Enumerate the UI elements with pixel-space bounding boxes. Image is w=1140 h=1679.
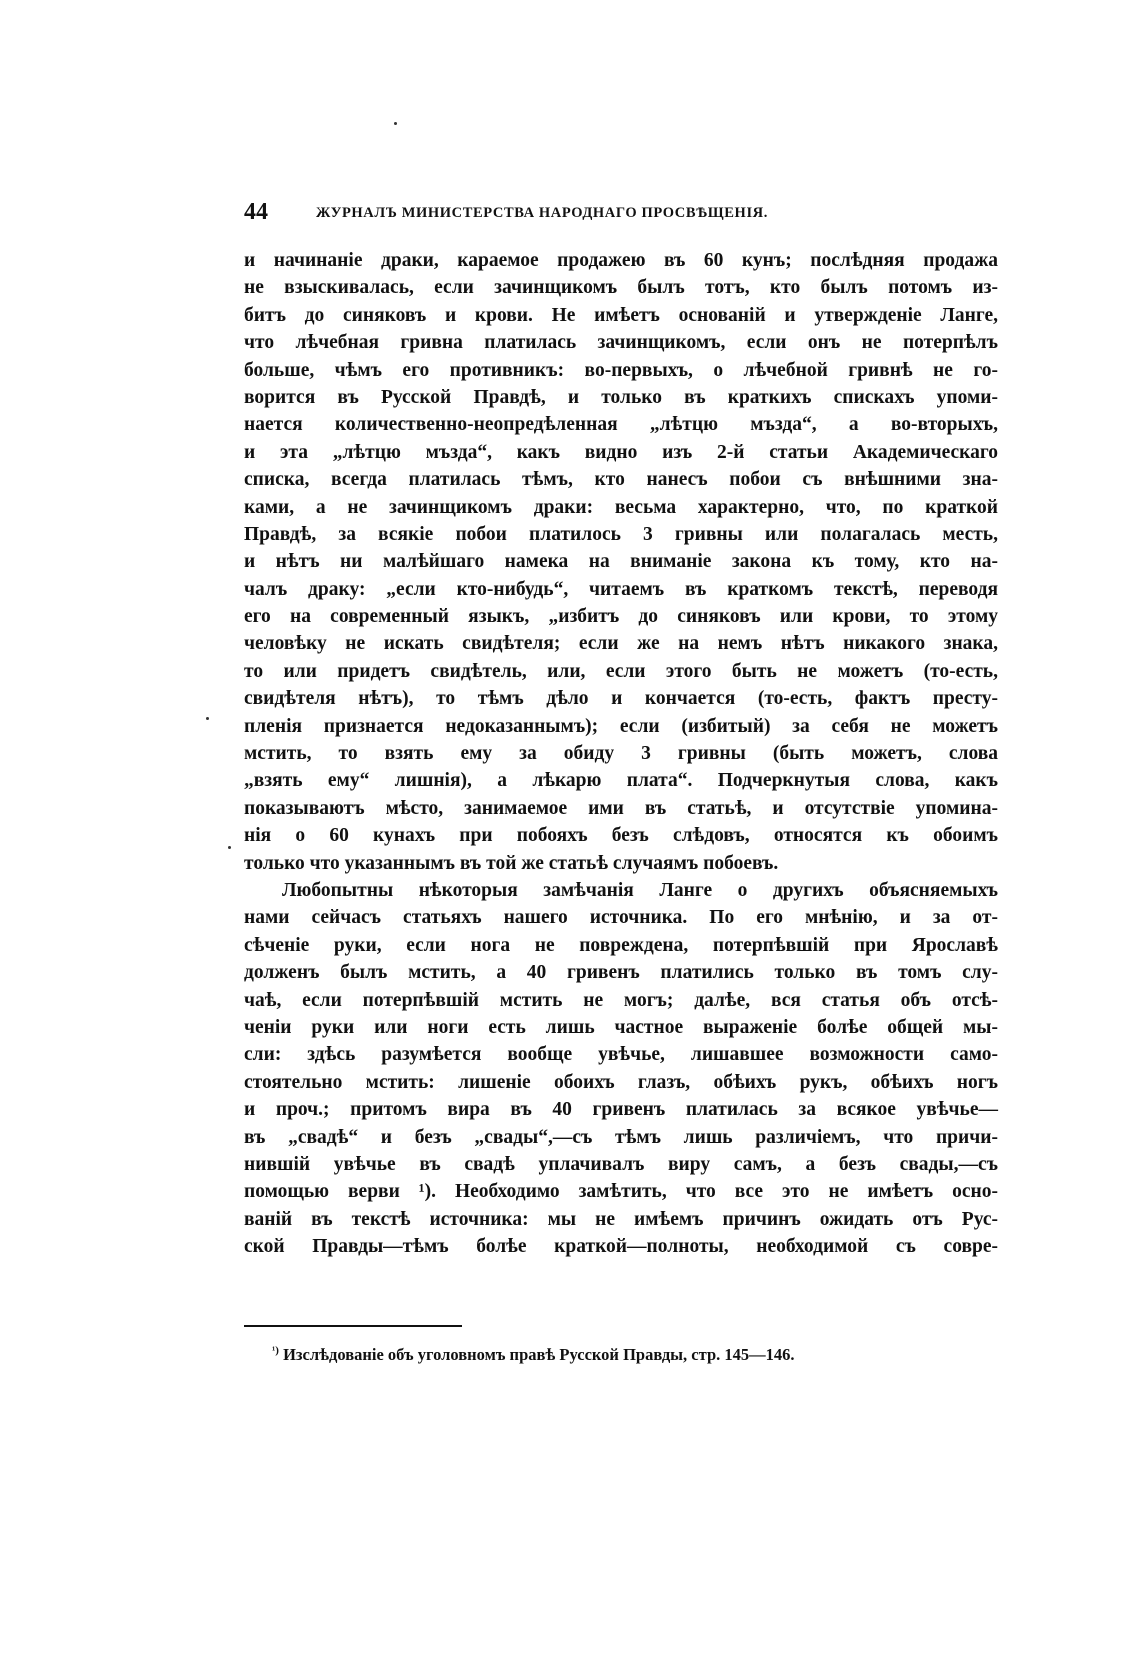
text-line: нія о 60 кунахъ при побояхъ безъ слѣдовъ, относятся къ обоимъ (244, 825, 998, 847)
text-line: битъ до синяковъ и крови. Не имѣетъ основаній и утвержденіе Ланге, (244, 304, 998, 326)
text-line: не взыскивалась, если зачинщикомъ былъ тотъ, кто былъ потомъ из- (244, 277, 998, 299)
footnote-text: Изслѣдованіе объ уголовномъ правѣ Русской Правды, стр. 145—146. (283, 1345, 795, 1364)
text-line: долженъ былъ мстить, а 40 гривенъ платились только въ томъ слу- (244, 962, 998, 984)
text-line: нившій увѣчье въ свадѣ уплачивалъ виру самъ, а безъ свады,—съ (244, 1153, 998, 1175)
running-head: ЖУРНАЛЪ МИНИСТЕРСТВА НАРОДНАГО ПРОСВѢЩЕНІЯ. (316, 205, 768, 221)
text-line: ками, а не зачинщикомъ драки: весьма характерно, что, по краткой (244, 496, 998, 518)
text-line: нами сейчасъ статьяхъ нашего источника. По его мнѣнію, и за от- (244, 907, 998, 929)
footnote (272, 1344, 795, 1366)
text-line: пленія признается недоказаннымъ); если (избитый) за себя не можетъ (244, 715, 998, 737)
text-line: его на современный языкъ, „избитъ до синяковъ или крови, то этому (244, 606, 998, 628)
text-line: „взять ему“ лишнія), а лѣкарю плата“. Подчеркнутыя слова, какъ (244, 770, 998, 792)
text-line: ворится въ Русской Правдѣ, и только въ краткихъ спискахъ упоми- (244, 386, 998, 408)
body-text (244, 247, 998, 1260)
text-line: нается количественно-неопредѣленная „лѣтцю мъзда“, а во-вторыхъ, (244, 414, 998, 436)
text-line: Правдѣ, за всякіе побои платилось 3 гривны или полагалась месть, (244, 523, 998, 545)
text-line: чаѣ, если потерпѣвшій мстить не могъ; далѣе, вся статья объ отсѣ- (244, 989, 998, 1011)
footnote-rule (244, 1325, 462, 1327)
speck-mark (206, 717, 209, 720)
text-line: помощью верви ¹). Необходимо замѣтить, что все это не имѣетъ осно- (244, 1181, 998, 1203)
speck-mark (394, 122, 397, 125)
text-line: то или придетъ свидѣтель, или, если этого быть не можетъ (то-есть, (244, 660, 998, 682)
text-line: сли: здѣсь разумѣется вообще увѣчье, лишавшее возможности само- (244, 1044, 998, 1066)
footnote-mark: ¹) (272, 1344, 279, 1357)
text-line: ской Правды—тѣмъ болѣе краткой—полноты, необходимой съ совре- (244, 1236, 998, 1258)
text-line: и нѣтъ ни малѣйшаго намека на вниманіе закона къ тому, кто на- (244, 551, 998, 573)
text-line: что лѣчебная гривна платилась зачинщикомъ, если онъ не потерпѣлъ (244, 332, 998, 354)
page-number: 44 (244, 199, 268, 225)
speck-mark (228, 846, 231, 849)
text-line: чалъ драку: „если кто-нибудь“, читаемъ въ краткомъ текстѣ, переводя (244, 578, 998, 600)
text-line: и эта „лѣтцю мъзда“, какъ видно изъ 2-й статьи Академическаго (244, 441, 998, 463)
text-line: свидѣтеля нѣтъ), то тѣмъ дѣло и кончается (то-есть, фактъ престу- (244, 688, 998, 710)
text-line: въ „свадѣ“ и безъ „свады“,—съ тѣмъ лишь различіемъ, что причи- (244, 1126, 998, 1148)
text-line: сѣченіе руки, если нога не повреждена, потерпѣвшій при Ярославѣ (244, 934, 998, 956)
text-line: списка, всегда платилась тѣмъ, кто нанесъ побои съ внѣшними зна- (244, 469, 998, 491)
text-line: Любопытны нѣкоторыя замѣчанія Ланге о другихъ объясняемыхъ (282, 879, 998, 901)
text-line: человѣку не искать свидѣтеля; если же на немъ нѣтъ никакого знака, (244, 633, 998, 655)
text-line: только что указаннымъ въ той же статьѣ случаямъ побоевъ. (244, 852, 779, 874)
text-line: ваній въ текстѣ источника: мы не имѣемъ причинъ ожидать отъ Рус- (244, 1208, 998, 1230)
page-header (244, 198, 896, 232)
text-line: стоятельно мстить: лишеніе обоихъ глазъ, обѣихъ рукъ, обѣихъ ногъ (244, 1071, 998, 1093)
text-line: и начинаніе драки, караемое продажею въ 60 кунъ; послѣдняя продажа (244, 250, 998, 271)
text-line: мстить, то взять ему за обиду 3 гривны (быть можетъ, слова (244, 743, 998, 765)
text-line: ченіи руки или ноги есть лишь частное выраженіе болѣе общей мы- (244, 1016, 998, 1038)
text-line: показываютъ мѣсто, занимаемое ими въ статьѣ, и отсутствіе упомина- (244, 797, 998, 819)
text-line: больше, чѣмъ его противникъ: во-первыхъ, о лѣчебной гривнѣ не го- (244, 359, 998, 381)
text-line: и проч.; притомъ вира въ 40 гривенъ платилась за всякое увѣчье— (244, 1099, 998, 1121)
